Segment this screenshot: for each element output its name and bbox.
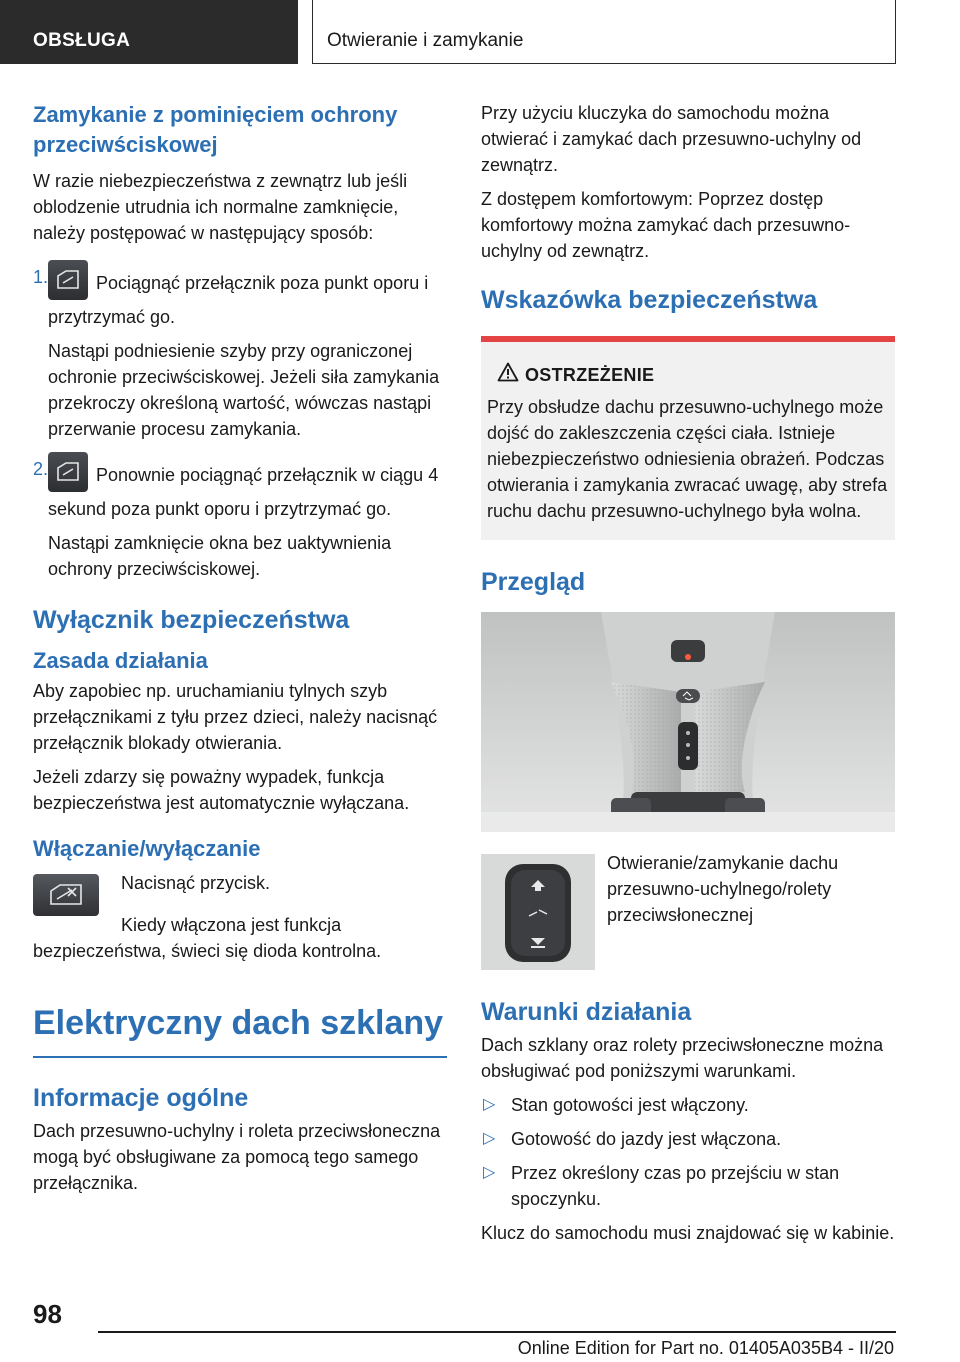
heading-principle: Zasada działania bbox=[33, 648, 208, 673]
heading-safety-note: Wskazówka bezpieczeństwa bbox=[481, 286, 818, 314]
warning-triangle-icon bbox=[497, 362, 519, 382]
chapter-title-header: Otwieranie i zamykanie bbox=[312, 0, 896, 64]
chapter-rule bbox=[33, 1056, 447, 1058]
heading-bypass-protection: Zamykanie z pominięciem ochrony przeciwściskowej bbox=[33, 102, 398, 157]
window-switch-icon bbox=[48, 452, 88, 492]
step-detail: Nastąpi zamknięcie okna bez uaktywnienia ochrony przeciwściskowej. bbox=[48, 533, 392, 579]
list-item: ▷ Stan gotowości jest włączony. bbox=[481, 1092, 895, 1118]
on-off-instruction: Nacisnąć przycisk. bbox=[121, 873, 271, 893]
roof-switch-image bbox=[481, 854, 595, 970]
step-item bbox=[33, 264, 447, 442]
step-detail: Nastąpi podniesienie szyby przy ograniczonej ochronie przeciwściskowej. Jeżeli siła zamykania przekroczy określoną wartość, wówczas nastąpi przerwanie procesu zamykania. bbox=[48, 341, 440, 439]
right-column bbox=[481, 100, 895, 1254]
window-switch-icon bbox=[48, 260, 88, 300]
list-item: ▷ Gotowość do jazdy jest włączona. bbox=[481, 1126, 895, 1152]
step-text: Pociągnąć przełącznik poza punkt oporu i przytrzymać go. bbox=[48, 272, 429, 327]
step-item bbox=[33, 456, 447, 582]
key-in-cabin-paragraph: Klucz do samochodu musi znajdować się w kabinie. bbox=[481, 1223, 895, 1243]
step-number: 2. bbox=[33, 459, 49, 479]
bullet-triangle-icon: ▷ bbox=[483, 1164, 496, 1181]
principle-paragraph-2: Jeżeli zdarzy się poważny wypadek, funkcja bezpieczeństwa jest automatycznie wyłączana. bbox=[33, 767, 410, 813]
bullet-triangle-icon: ▷ bbox=[483, 1096, 496, 1113]
conditions-paragraph: Dach szklany oraz rolety przeciwsłoneczne można obsługiwać pod poniższymi warunkami. bbox=[481, 1035, 884, 1081]
step-text: Ponownie pociągnąć przełącznik w ciągu 4 sekund poza punkt oporu i przytrzymać go. bbox=[48, 464, 439, 519]
child-lock-switch-icon bbox=[33, 874, 99, 916]
step-number: 1. bbox=[33, 267, 49, 287]
steps-list bbox=[33, 264, 447, 582]
heading-safety-switch: Wyłącznik bezpieczeństwa bbox=[33, 606, 350, 634]
intro-paragraph: W razie niebezpieczeństwa z zewnątrz lub jeśli oblodzenie utrudnia ich normalne zamknięcie, należy postępować w następujący sposób: bbox=[33, 171, 408, 243]
page-number: 98 bbox=[33, 1299, 62, 1329]
switch-caption: Otwieranie/zamykanie dachu przesuwno-uchylnego/rolety przeciwsłonecznej bbox=[607, 853, 839, 925]
warning-text: Przy obsłudze dachu przesuwno-uchylnego może dojść do zakleszczenia części ciała. Istnieje niebezpieczeństwo odniesienia obrażeń. Podczas otwierania i zamykania zwracać uwagę, aby strefa ruchu dachu przesuwno-uchylnego była wolna. bbox=[487, 397, 888, 521]
chapter-heading: Elektryczny dach szklany bbox=[33, 1004, 444, 1042]
list-item: ▷ Przez określony czas po przejściu w stan spoczynku. bbox=[481, 1160, 895, 1212]
heading-general-info: Informacje ogólne bbox=[33, 1084, 249, 1112]
edition-note: Online Edition for Part no. 01405A035B4 - II/20 bbox=[517, 1338, 894, 1358]
section-tab: OBSŁUGA bbox=[0, 0, 298, 64]
left-column bbox=[33, 100, 447, 1204]
heading-overview: Przegląd bbox=[481, 568, 586, 596]
warning-box bbox=[481, 336, 895, 540]
heading-on-off: Włączanie/wyłączanie bbox=[33, 836, 261, 861]
conditions-list bbox=[481, 1092, 895, 1212]
on-off-detail: Kiedy włączona jest funkcja bezpieczeństwa, świeci się dioda kontrolna. bbox=[33, 915, 382, 961]
overhead-console-image bbox=[481, 612, 895, 832]
comfort-access-paragraph: Z dostępem komfortowym: Poprzez dostęp komfortowy można zamykać dach przesuwno-uchylny od zewnątrz. bbox=[481, 189, 851, 261]
key-paragraph: Przy użyciu kluczyka do samochodu można otwierać i zamykać dach przesuwno-uchylny od zewnątrz. bbox=[481, 103, 862, 175]
footer-rule bbox=[98, 1331, 896, 1333]
general-paragraph: Dach przesuwno-uchylny i roleta przeciwsłoneczna mogą być obsługiwane za pomocą tego samego przełącznika. bbox=[33, 1121, 441, 1193]
bullet-triangle-icon: ▷ bbox=[483, 1130, 496, 1147]
principle-paragraph: Aby zapobiec np. uruchamianiu tylnych szyb przełącznikami z tyłu przez dzieci, należy nacisnąć przełącznik blokady otwierania. bbox=[33, 681, 438, 753]
warning-title: OSTRZEŻENIE bbox=[487, 362, 889, 388]
heading-conditions: Warunki działania bbox=[481, 998, 692, 1026]
